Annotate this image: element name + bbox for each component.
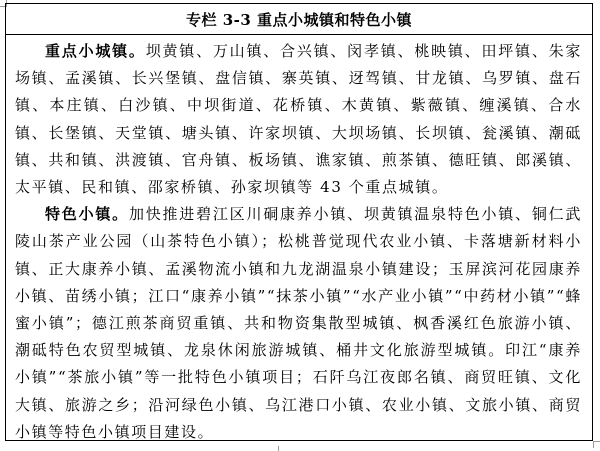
page-corner-mark bbox=[278, 446, 285, 451]
column-box bbox=[5, 3, 593, 441]
page-corner-mark bbox=[593, 441, 600, 448]
featured-towns-heading: 特色小镇。 bbox=[45, 205, 129, 224]
column-body bbox=[6, 35, 592, 446]
key-towns-paragraph bbox=[15, 38, 582, 201]
featured-towns-paragraph bbox=[15, 201, 582, 446]
key-towns-heading: 重点小城镇。 bbox=[45, 42, 146, 60]
featured-towns-text: 加快推进碧江区川硐康养小镇、坝黄镇温泉特色小镇、铜仁武陵山茶产业公园（山茶特色小镇）；松桃普觉现代农业小镇、卡落塘新材料小镇、正大康养小镇、孟溪物流小镇和九龙湖温泉小镇建设；玉屏滨河花园康养小镇、苗绣小镇；江口“康养小镇”“抹茶小镇”“水产业小镇”“中药材小镇”“蜂蜜小镇”；德江煎茶商贸重镇、共和物资集散型城镇、枫香溪红色旅游小镇、潮砥特色农贸型城镇、龙泉休闲旅游城镇、桶井文化旅游型城镇。印江“康养小镇”“茶旅小镇”等一批特色小镇项目；石阡乌江夜郎名镇、商贸旺镇、文化大镇、旅游之乡；沿河绿色小镇、乌江港口小镇、农业小镇、文旅小镇、商贸小镇等特色小镇项目建设。 bbox=[15, 205, 582, 441]
key-towns-text: 坝黄镇、万山镇、合兴镇、闵孝镇、桃映镇、田坪镇、朱家场镇、孟溪镇、长兴堡镇、盘信镇、寨英镇、迓驾镇、甘龙镇、乌罗镇、盘石镇、本庄镇、白沙镇、中坝街道、花桥镇、木黄镇、紫薇镇、缠溪镇、合水镇、长堡镇、天堂镇、塘头镇、许家坝镇、大坝场镇、长坝镇、瓮溪镇、潮砥镇、共和镇、洪渡镇、官舟镇、板场镇、谯家镇、煎茶镇、德旺镇、郎溪镇、太平镇、民和镇、邵家桥镇、孙家坝镇等 43 个重点城镇。 bbox=[15, 42, 582, 197]
column-title: 专栏 3-3 重点小城镇和特色小镇 bbox=[6, 4, 592, 35]
